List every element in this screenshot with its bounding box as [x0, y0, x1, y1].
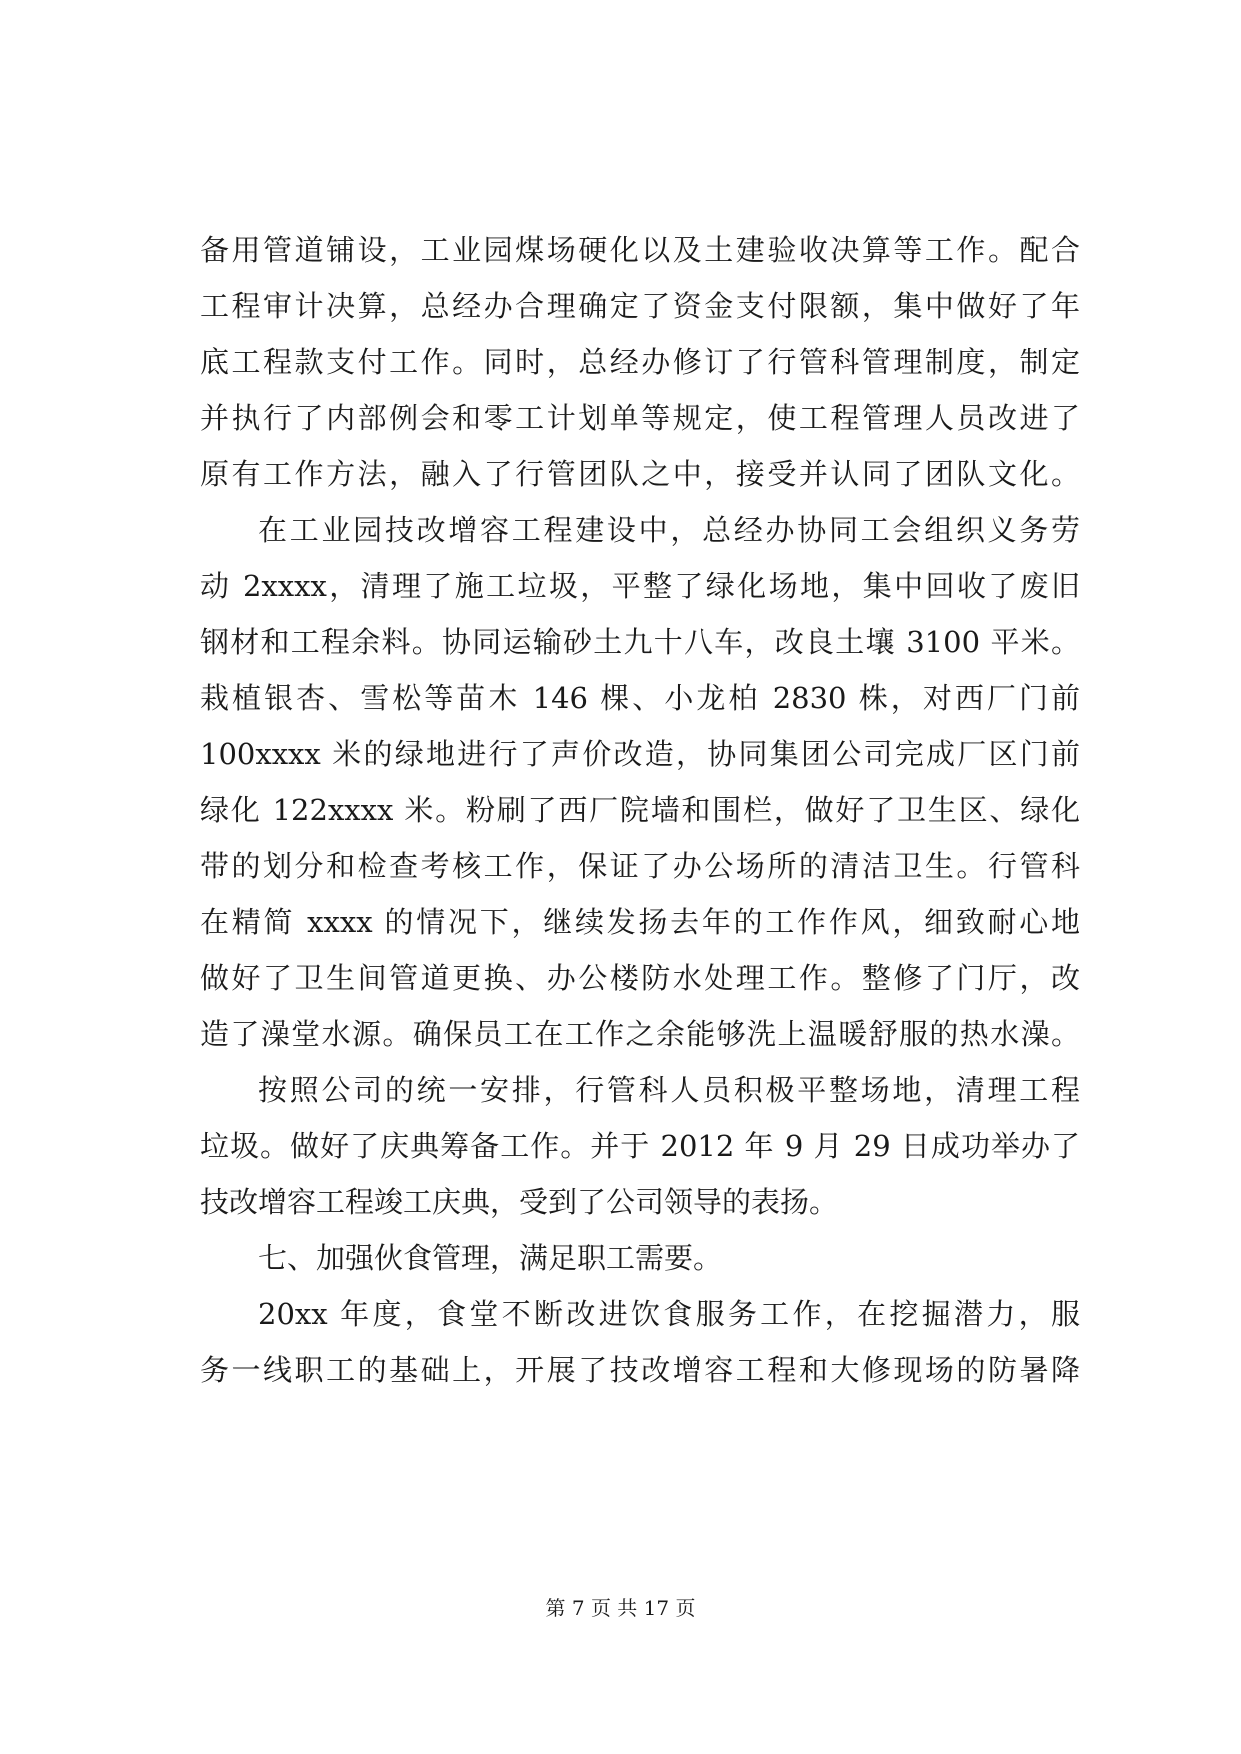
text-line: 备用管道铺设，工业园煤场硬化以及土建验收决算等工作。配合 — [200, 233, 1080, 267]
section-heading: 七、加强伙食管理，满足职工需要。 — [258, 1241, 723, 1275]
text-line: 钢材和工程余料。协同运输砂土九十八车，改良土壤 3100 平米。 — [200, 625, 1080, 659]
text-line: 在工业园技改增容工程建设中，总经办协同工会组织义务劳 — [258, 513, 1080, 547]
text-line: 动 2xxxx，清理了施工垃圾，平整了绿化场地，集中回收了废旧 — [200, 569, 1080, 603]
text-line: 栽植银杏、雪松等苗木 146 棵、小龙柏 2830 株，对西厂门前 — [200, 681, 1080, 715]
text-line: 底工程款支付工作。同时，总经办修订了行管科管理制度，制定 — [200, 345, 1080, 379]
text-line: 100xxxx 米的绿地进行了声价改造，协同集团公司完成厂区门前 — [200, 737, 1080, 771]
text-line: 20xx 年度，食堂不断改进饮食服务工作，在挖掘潜力，服 — [258, 1297, 1080, 1331]
text-line: 并执行了内部例会和零工计划单等规定，使工程管理人员改进了 — [200, 401, 1080, 435]
text-line: 带的划分和检查考核工作，保证了办公场所的清洁卫生。行管科 — [200, 849, 1080, 883]
text-line: 原有工作方法，融入了行管团队之中，接受并认同了团队文化。 — [200, 457, 1080, 491]
text-line: 绿化 122xxxx 米。粉刷了西厂院墙和围栏，做好了卫生区、绿化 — [200, 793, 1080, 827]
text-line: 按照公司的统一安排，行管科人员积极平整场地，清理工程 — [258, 1073, 1080, 1107]
text-line: 在精简 xxxx 的情况下，继续发扬去年的工作作风，细致耐心地 — [200, 905, 1080, 939]
text-line: 造了澡堂水源。确保员工在工作之余能够洗上温暖舒服的热水澡。 — [200, 1017, 1080, 1051]
text-line: 做好了卫生间管道更换、办公楼防水处理工作。整修了门厅，改 — [200, 961, 1080, 995]
text-line: 垃圾。做好了庆典筹备工作。并于 2012 年 9 月 29 日成功举办了 — [200, 1129, 1080, 1163]
text-line: 工程审计决算，总经办合理确定了资金支付限额，集中做好了年 — [200, 289, 1080, 323]
text-line: 务一线职工的基础上，开展了技改增容工程和大修现场的防暑降 — [200, 1353, 1080, 1387]
page-number-footer: 第 7 页 共 17 页 — [545, 1596, 696, 1620]
text-line: 技改增容工程竣工庆典，受到了公司领导的表扬。 — [200, 1185, 839, 1219]
